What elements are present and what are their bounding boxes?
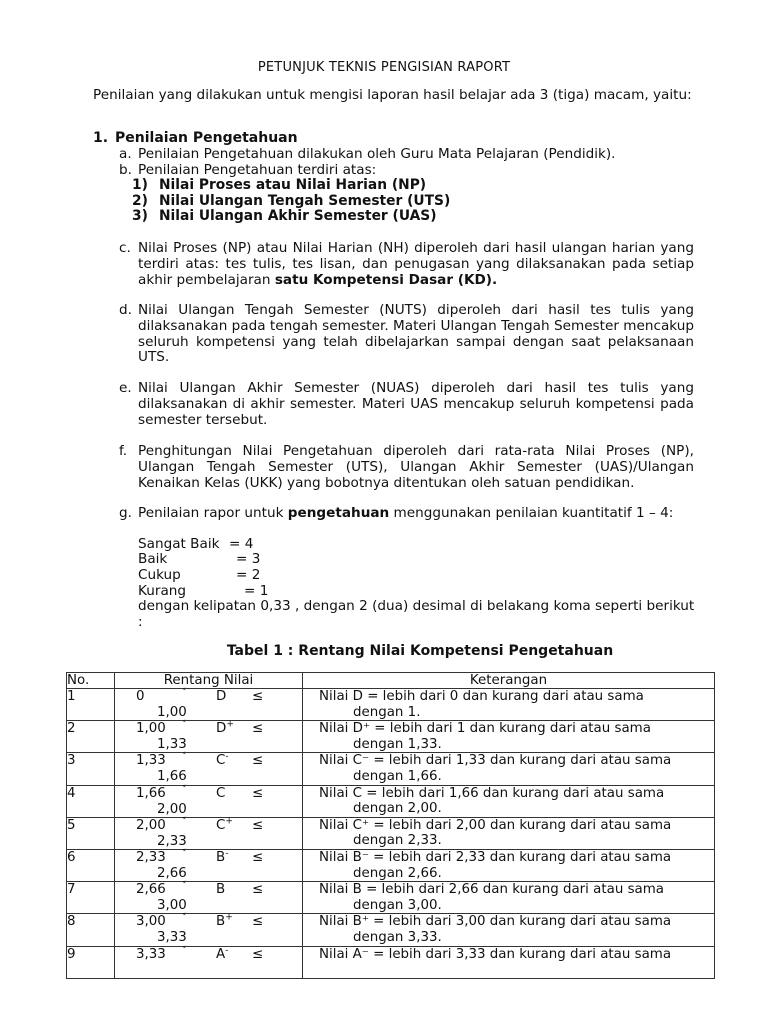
scale-row <box>138 568 260 584</box>
keterangan-line: dengan 3,33. <box>353 929 442 945</box>
grade-base: A <box>216 946 226 962</box>
item-label: g. <box>119 505 132 521</box>
keterangan-cell <box>303 946 715 978</box>
row-number: 4 <box>67 785 115 817</box>
range-cell <box>115 785 303 817</box>
keterangan-cell <box>303 689 715 721</box>
scale-note: dengan kelipatan 0,33 , dengan 2 (dua) desimal di belakang koma seperti berikut : <box>138 598 695 630</box>
intro-paragraph: Penilaian yang dilakukan untuk mengisi laporan hasil belajar ada 3 (tiga) macam, yaitu: <box>93 87 692 103</box>
range-high: 3,00 <box>157 898 187 914</box>
grade-letter <box>216 753 229 769</box>
keterangan-line: dengan 2,33. <box>353 833 442 849</box>
keterangan-cell <box>303 914 715 946</box>
grade-letter <box>216 882 225 898</box>
grade-base: C <box>216 817 226 833</box>
scale-label: Baik <box>138 551 168 567</box>
grade-letter <box>216 689 226 705</box>
range-cell <box>115 914 303 946</box>
sub-item-3 <box>132 209 437 225</box>
range-cell <box>115 817 303 849</box>
grade-modifier: - <box>225 848 229 859</box>
sub-item-text: Nilai Ulangan Akhir Semester (UAS) <box>159 208 437 224</box>
grade-base: D <box>216 721 227 737</box>
grade-modifier: + <box>226 719 234 730</box>
item-text: Penilaian Pengetahuan terdiri atas: <box>138 162 377 178</box>
grade-base: D <box>216 689 227 704</box>
less-than-symbol: ˂ <box>182 848 187 859</box>
scale-label: Kurang <box>138 583 187 599</box>
range-high: 1,33 <box>157 737 187 753</box>
table-row <box>67 914 715 946</box>
less-equal-symbol: ≤ <box>252 882 264 898</box>
grade-letter <box>216 721 234 737</box>
range-high: 1,00 <box>157 705 187 720</box>
grade-modifier: + <box>225 816 233 827</box>
less-equal-symbol: ≤ <box>252 753 264 769</box>
range-low: 2,00 <box>136 817 166 833</box>
range-high: 2,00 <box>157 801 187 817</box>
section-number: 1. <box>93 130 109 146</box>
header-range: Rentang Nilai <box>115 673 303 689</box>
table-caption: Tabel 1 : Rentang Nilai Kompetensi Pengetahuan <box>226 643 614 659</box>
table-row <box>67 946 715 978</box>
less-equal-symbol: ≤ <box>252 721 264 737</box>
row-number: 7 <box>67 882 115 914</box>
grade-range-table <box>66 672 715 979</box>
item-f <box>119 444 694 491</box>
document-title: PETUNJUK TEKNIS PENGISIAN RAPORT <box>257 60 511 75</box>
grade-base: B <box>216 882 226 898</box>
row-number: 9 <box>67 946 115 978</box>
keterangan-line: Nilai C = lebih dari 1,66 dan kurang dari atau sama <box>319 785 665 801</box>
less-equal-symbol: ≤ <box>252 817 264 833</box>
item-g <box>119 506 694 522</box>
keterangan-cell <box>303 849 715 881</box>
item-e <box>119 381 694 428</box>
row-number: 1 <box>67 689 115 721</box>
item-text <box>138 506 678 522</box>
grade-base: C <box>216 753 226 769</box>
item-text-normal: menggunakan penilaian kuantitatif 1 – 4: <box>389 505 674 521</box>
grade-letter <box>216 947 228 963</box>
item-text: Nilai Ulangan Tengah Semester (NUTS) diperoleh dari hasil tes tulis yang dilaksanakan pada tengah semester. Materi Ulangan Tengah Semester mencakup seluruh kompetensi yang telah dibelajarkan sampai dengan saat pelaksanaan UTS. <box>138 302 694 366</box>
less-than-symbol: ˂ <box>182 881 187 892</box>
less-than-symbol: ˂ <box>182 720 187 731</box>
range-high: 2,66 <box>157 865 187 881</box>
less-than-symbol: ˂ <box>182 913 187 924</box>
keterangan-line: dengan 1,33. <box>353 736 442 752</box>
less-than-symbol: ˂ <box>182 784 187 795</box>
item-label: a. <box>119 146 132 162</box>
grade-modifier: - <box>225 945 229 956</box>
keterangan-line: Nilai B = lebih dari 2,66 dan kurang dari atau sama <box>319 882 664 898</box>
header-keterangan: Keterangan <box>303 673 715 689</box>
section-heading <box>93 131 298 147</box>
grade-letter <box>216 850 228 866</box>
row-number: 3 <box>67 753 115 785</box>
sub-item-number: 2) <box>132 193 148 209</box>
sub-item-1 <box>132 178 426 194</box>
grade-letter <box>216 914 233 930</box>
keterangan-line: Nilai B⁻ = lebih dari 2,33 dan kurang dari atau sama <box>319 849 672 865</box>
keterangan-cell <box>303 817 715 849</box>
range-high: 2,33 <box>157 833 187 849</box>
less-equal-symbol: ≤ <box>252 849 264 865</box>
grade-base: B <box>216 914 226 930</box>
range-high: 1,66 <box>157 769 187 785</box>
less-than-symbol: ˂ <box>182 816 187 827</box>
table-header-row <box>67 673 715 689</box>
item-text-bold: pengetahuan <box>287 505 390 521</box>
row-number: 2 <box>67 721 115 753</box>
keterangan-line: Nilai D = lebih dari 0 dan kurang dari atau sama <box>319 689 644 704</box>
table-row <box>67 817 715 849</box>
table-row <box>67 721 715 753</box>
keterangan-line: Nilai C⁺ = lebih dari 2,00 dan kurang dari atau sama <box>319 817 672 833</box>
range-low: 3,00 <box>136 914 166 930</box>
grade-base: B <box>216 849 226 865</box>
table-row <box>67 689 715 721</box>
range-low: 0 <box>136 689 145 704</box>
less-than-symbol: ˂ <box>182 752 187 763</box>
table-row <box>67 753 715 785</box>
range-low: 1,00 <box>136 721 166 737</box>
keterangan-line: dengan 2,66. <box>353 865 442 881</box>
less-than-symbol: ˂ <box>182 688 187 698</box>
range-cell <box>115 946 303 978</box>
range-cell <box>115 753 303 785</box>
range-cell <box>115 882 303 914</box>
item-text: Penilaian Pengetahuan dilakukan oleh Guru Mata Pelajaran (Pendidik). <box>138 146 616 162</box>
table-row <box>67 785 715 817</box>
keterangan-cell <box>303 785 715 817</box>
scale-value: = 2 <box>236 567 261 583</box>
grade-letter <box>216 786 225 802</box>
row-number: 8 <box>67 914 115 946</box>
scale-value: = 4 <box>229 536 254 552</box>
keterangan-line: Nilai A⁻ = lebih dari 3,33 dan kurang dari atau sama <box>319 946 672 962</box>
range-low: 1,66 <box>136 785 166 801</box>
sub-item-text: Nilai Proses atau Nilai Harian (NP) <box>159 177 427 193</box>
keterangan-line: dengan 3,00. <box>353 897 442 913</box>
row-number: 6 <box>67 849 115 881</box>
less-equal-symbol: ≤ <box>252 689 264 704</box>
scale-value: = 3 <box>236 551 261 567</box>
keterangan-line: Nilai C⁻ = lebih dari 1,33 dan kurang dari atau sama <box>319 753 672 769</box>
keterangan-line: Nilai B⁺ = lebih dari 3,00 dan kurang dari atau sama <box>319 914 672 930</box>
scale-label: Cukup <box>138 567 181 583</box>
item-text <box>138 241 694 288</box>
item-label: c. <box>119 240 131 256</box>
keterangan-line: dengan 1. <box>353 704 421 720</box>
keterangan-line: Nilai D⁺ = lebih dari 1 dan kurang dari atau sama <box>319 721 651 737</box>
keterangan-line: dengan 1,66. <box>353 768 442 784</box>
item-text-normal: Nilai Proses (NP) atau Nilai Harian (NH) diperoleh dari hasil ulangan harian yang terdiri atas: tes tulis, tes lisan, dan penugasan yang dilaksanakan pada setiap akhir pembelajaran <box>138 240 694 288</box>
less-equal-symbol: ≤ <box>252 914 264 930</box>
row-number: 5 <box>67 817 115 849</box>
scale-row <box>138 552 260 568</box>
scale-value: = 1 <box>244 583 269 599</box>
keterangan-line: dengan 2,00. <box>353 801 442 817</box>
keterangan-cell <box>303 753 715 785</box>
keterangan-cell <box>303 882 715 914</box>
less-equal-symbol: ≤ <box>252 785 264 801</box>
range-low: 1,33 <box>136 753 166 769</box>
item-label: e. <box>119 380 132 396</box>
item-label: d. <box>119 302 132 318</box>
header-no: No. <box>67 673 115 689</box>
table-row <box>67 849 715 881</box>
range-low: 2,66 <box>136 882 166 898</box>
item-c <box>119 241 694 288</box>
less-equal-symbol: ≤ <box>252 946 264 962</box>
item-text: Nilai Ulangan Akhir Semester (NUAS) diperoleh dari hasil tes tulis yang dilaksanakan di akhir semester. Materi UAS mencakup seluruh kompetensi pada semester tersebut. <box>138 380 694 428</box>
grade-letter <box>216 818 233 834</box>
grade-base: C <box>216 785 226 801</box>
range-high: 3,33 <box>157 930 187 946</box>
range-low: 2,33 <box>136 849 166 865</box>
item-label: b. <box>119 162 132 178</box>
item-text: Penghitungan Nilai Pengetahuan diperoleh dari rata-rata Nilai Proses (NP), Ulangan Tengah Semester (UTS), Ulangan Akhir Semester (UAS)/Ulangan Kenaikan Kelas (UKK) yang bobotnya ditentukan oleh satuan pendidikan. <box>138 443 694 491</box>
section-title: Penilaian Pengetahuan <box>115 130 298 146</box>
range-cell <box>115 721 303 753</box>
sub-item-number: 3) <box>132 208 148 224</box>
range-cell <box>115 849 303 881</box>
less-than-symbol: ˂ <box>182 945 187 956</box>
item-text-normal: Penilaian rapor untuk <box>138 505 288 521</box>
sub-item-text: Nilai Ulangan Tengah Semester (UTS) <box>159 193 451 209</box>
grade-modifier: + <box>225 912 233 923</box>
grade-modifier: - <box>225 751 229 762</box>
scale-label: Sangat Baik <box>138 536 220 552</box>
item-label: f. <box>119 443 128 459</box>
table-row <box>67 882 715 914</box>
range-cell <box>115 689 303 721</box>
range-low: 3,33 <box>136 946 166 962</box>
keterangan-cell <box>303 721 715 753</box>
sub-item-number: 1) <box>132 177 148 193</box>
item-text-bold: satu Kompetensi Dasar (KD). <box>274 271 498 288</box>
item-d <box>119 303 694 366</box>
item-a <box>119 147 694 163</box>
